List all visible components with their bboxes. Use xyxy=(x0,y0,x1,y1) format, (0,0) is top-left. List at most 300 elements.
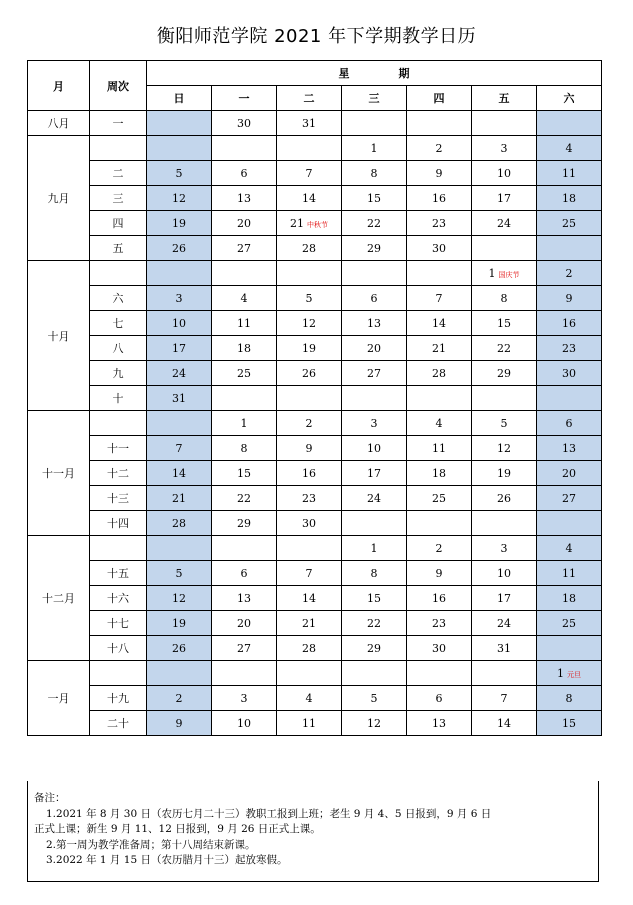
week-number: 四 xyxy=(90,211,147,236)
day-number: 10 xyxy=(367,441,381,455)
day-cell xyxy=(537,361,602,386)
day-number: 28 xyxy=(302,641,316,655)
day-cell xyxy=(277,361,342,386)
day-number: 10 xyxy=(497,166,511,180)
table-row xyxy=(28,711,602,736)
day-cell xyxy=(472,386,537,411)
day-cell xyxy=(147,711,212,736)
day-number: 8 xyxy=(240,441,248,455)
day-number: 25 xyxy=(562,216,577,230)
week-number: 十四 xyxy=(90,511,147,536)
day-cell xyxy=(212,411,277,436)
day-number: 10 xyxy=(172,316,186,330)
day-cell xyxy=(212,186,277,211)
table-row xyxy=(28,386,602,411)
day-cell xyxy=(407,586,472,611)
table-row xyxy=(28,461,602,486)
day-number: 14 xyxy=(302,591,316,605)
day-number: 7 xyxy=(500,691,508,705)
day-number: 23 xyxy=(432,616,446,630)
day-number: 5 xyxy=(175,566,183,580)
day-number: 23 xyxy=(432,216,446,230)
day-cell xyxy=(407,161,472,186)
day-cell xyxy=(212,336,277,361)
day-number: 24 xyxy=(497,616,511,630)
day-number: 5 xyxy=(370,691,378,705)
day-number: 9 xyxy=(305,441,313,455)
day-number: 25 xyxy=(432,491,446,505)
day-number: 22 xyxy=(367,616,381,630)
day-cell xyxy=(342,211,407,236)
day-number: 10 xyxy=(237,716,251,730)
day-cell xyxy=(407,711,472,736)
day-cell xyxy=(472,261,537,286)
day-cell xyxy=(407,211,472,236)
day-number: 21 xyxy=(432,341,446,355)
day-number: 19 xyxy=(302,341,316,355)
day-number: 19 xyxy=(172,216,186,230)
day-cell xyxy=(342,236,407,261)
day-cell xyxy=(537,611,602,636)
table-row xyxy=(28,236,602,261)
day-number: 22 xyxy=(237,491,251,505)
month-label: 九月 xyxy=(28,136,90,261)
day-cell xyxy=(407,361,472,386)
notes-heading: 备注： xyxy=(34,792,66,804)
day-number: 15 xyxy=(497,316,511,330)
day-number: 29 xyxy=(367,641,381,655)
table-row xyxy=(28,361,602,386)
month-label: 一月 xyxy=(28,661,90,736)
day-cell xyxy=(472,211,537,236)
day-number: 17 xyxy=(367,466,381,480)
day-cell xyxy=(147,611,212,636)
day-cell xyxy=(147,386,212,411)
header-day-tue: 二 xyxy=(277,86,342,111)
day-number: 30 xyxy=(237,116,251,130)
day-cell xyxy=(342,261,407,286)
day-number: 9 xyxy=(435,566,443,580)
table-row xyxy=(28,336,602,361)
day-cell xyxy=(472,686,537,711)
day-number: 29 xyxy=(237,516,251,530)
day-cell xyxy=(147,511,212,536)
day-number: 20 xyxy=(367,341,381,355)
day-number: 24 xyxy=(172,366,186,380)
day-number: 23 xyxy=(302,491,316,505)
day-cell xyxy=(537,411,602,436)
day-number: 2 xyxy=(435,141,443,155)
day-number: 30 xyxy=(432,641,446,655)
day-cell xyxy=(537,586,602,611)
day-number: 30 xyxy=(432,241,446,255)
week-number: 五 xyxy=(90,236,147,261)
day-cell xyxy=(407,136,472,161)
day-number: 31 xyxy=(172,391,186,405)
day-cell xyxy=(212,386,277,411)
week-number: 十 xyxy=(90,386,147,411)
day-cell xyxy=(407,511,472,536)
day-cell xyxy=(407,111,472,136)
day-number: 7 xyxy=(305,566,313,580)
day-number: 31 xyxy=(497,641,511,655)
day-cell xyxy=(277,336,342,361)
day-cell xyxy=(472,111,537,136)
day-number: 12 xyxy=(172,191,186,205)
day-number: 27 xyxy=(367,366,381,380)
header-day-sun: 日 xyxy=(147,86,212,111)
day-cell xyxy=(212,661,277,686)
week-number: 三 xyxy=(90,186,147,211)
day-cell xyxy=(277,186,342,211)
day-cell xyxy=(277,711,342,736)
day-cell xyxy=(407,636,472,661)
day-cell xyxy=(537,286,602,311)
day-number: 10 xyxy=(497,566,511,580)
day-number: 30 xyxy=(302,516,316,530)
day-cell xyxy=(472,186,537,211)
header-week: 周次 xyxy=(90,61,147,111)
day-number: 6 xyxy=(565,416,573,430)
day-cell xyxy=(342,161,407,186)
day-cell xyxy=(147,536,212,561)
week-number: 十二 xyxy=(90,461,147,486)
day-cell xyxy=(147,286,212,311)
day-number: 26 xyxy=(172,641,186,655)
day-number: 13 xyxy=(237,591,251,605)
day-cell xyxy=(212,311,277,336)
day-cell xyxy=(472,436,537,461)
day-number: 4 xyxy=(565,541,573,555)
day-number: 3 xyxy=(500,541,508,555)
day-cell xyxy=(277,111,342,136)
festival-label: 国庆节 xyxy=(498,270,520,279)
table-row xyxy=(28,511,602,536)
day-number: 12 xyxy=(302,316,316,330)
day-cell xyxy=(472,411,537,436)
day-cell xyxy=(277,261,342,286)
day-number: 2 xyxy=(175,691,183,705)
day-number: 7 xyxy=(175,441,183,455)
day-cell xyxy=(212,436,277,461)
month-label: 八月 xyxy=(28,111,90,136)
table-row xyxy=(28,261,602,286)
day-number: 16 xyxy=(562,316,577,330)
week-number: 十三 xyxy=(90,486,147,511)
day-cell xyxy=(407,536,472,561)
header-day-fri: 五 xyxy=(472,86,537,111)
month-label: 十月 xyxy=(28,261,90,411)
day-cell xyxy=(277,286,342,311)
day-cell xyxy=(147,111,212,136)
day-number: 3 xyxy=(175,291,183,305)
day-cell xyxy=(277,236,342,261)
day-cell xyxy=(472,161,537,186)
page-title: 衡阳师范学院 2021 年下学期教学日历 xyxy=(156,26,477,47)
day-cell xyxy=(277,311,342,336)
day-cell xyxy=(472,661,537,686)
day-number: 15 xyxy=(367,191,381,205)
day-cell xyxy=(537,211,602,236)
day-cell xyxy=(277,436,342,461)
day-number: 24 xyxy=(497,216,511,230)
day-number: 1 xyxy=(557,666,565,680)
day-cell xyxy=(212,511,277,536)
day-cell xyxy=(537,111,602,136)
day-number: 4 xyxy=(435,416,443,430)
day-cell xyxy=(407,336,472,361)
day-number: 19 xyxy=(172,616,186,630)
day-cell xyxy=(407,311,472,336)
day-number: 2 xyxy=(435,541,443,555)
header-day-mon: 一 xyxy=(212,86,277,111)
day-number: 14 xyxy=(432,316,446,330)
month-label: 十一月 xyxy=(28,411,90,536)
day-number: 28 xyxy=(302,241,316,255)
day-number: 4 xyxy=(240,291,248,305)
day-cell xyxy=(537,461,602,486)
day-number: 22 xyxy=(497,341,511,355)
table-row xyxy=(28,311,602,336)
day-cell xyxy=(472,536,537,561)
table-row xyxy=(28,411,602,436)
day-cell xyxy=(342,536,407,561)
day-cell xyxy=(407,611,472,636)
week-number: 十九 xyxy=(90,686,147,711)
header-xing: 星 xyxy=(338,67,350,80)
day-cell xyxy=(147,586,212,611)
day-number: 11 xyxy=(237,316,251,330)
day-number: 12 xyxy=(172,591,186,605)
day-cell xyxy=(537,636,602,661)
day-number: 6 xyxy=(240,566,248,580)
week-number: 十六 xyxy=(90,586,147,611)
day-cell xyxy=(147,436,212,461)
week-number: 六 xyxy=(90,286,147,311)
day-number: 27 xyxy=(562,491,577,505)
day-cell xyxy=(407,561,472,586)
day-cell xyxy=(407,261,472,286)
day-cell xyxy=(147,361,212,386)
day-number: 22 xyxy=(367,216,381,230)
day-cell xyxy=(537,236,602,261)
day-number: 26 xyxy=(302,366,316,380)
day-number: 15 xyxy=(562,716,577,730)
day-cell xyxy=(212,136,277,161)
day-number: 11 xyxy=(302,716,316,730)
festival-label: 中秋节 xyxy=(307,220,328,229)
day-number: 9 xyxy=(175,716,183,730)
day-cell xyxy=(277,536,342,561)
day-number: 2 xyxy=(565,266,573,280)
day-number: 14 xyxy=(497,716,511,730)
day-number: 25 xyxy=(562,616,577,630)
header-day-sat: 六 xyxy=(537,86,602,111)
day-number: 2 xyxy=(305,416,313,430)
day-cell xyxy=(472,611,537,636)
week-number: 八 xyxy=(90,336,147,361)
day-cell xyxy=(212,586,277,611)
day-cell xyxy=(147,186,212,211)
day-cell xyxy=(147,236,212,261)
header-weekday-group xyxy=(147,61,602,86)
day-cell xyxy=(472,486,537,511)
table-row xyxy=(28,161,602,186)
day-number: 23 xyxy=(562,341,577,355)
day-number: 16 xyxy=(432,191,446,205)
day-cell xyxy=(342,336,407,361)
day-cell xyxy=(407,461,472,486)
day-number: 21 xyxy=(302,616,316,630)
week-number xyxy=(90,661,147,686)
day-cell xyxy=(342,611,407,636)
day-cell xyxy=(277,561,342,586)
day-number: 1 xyxy=(240,416,248,430)
day-cell xyxy=(537,661,602,686)
day-cell xyxy=(537,536,602,561)
day-number: 31 xyxy=(302,116,316,130)
day-cell xyxy=(537,311,602,336)
day-number: 18 xyxy=(237,341,251,355)
table-row xyxy=(28,611,602,636)
day-cell xyxy=(212,536,277,561)
day-number: 19 xyxy=(497,466,511,480)
day-cell xyxy=(147,686,212,711)
header-month: 月 xyxy=(28,61,90,111)
week-number: 一 xyxy=(90,111,147,136)
header-day-thu: 四 xyxy=(407,86,472,111)
day-cell xyxy=(147,411,212,436)
day-number: 29 xyxy=(497,366,511,380)
day-number: 7 xyxy=(435,291,443,305)
day-cell xyxy=(147,311,212,336)
table-row xyxy=(28,486,602,511)
day-number: 5 xyxy=(175,166,183,180)
notes-line-1b: 正式上课；新生 9 月 11、12 日报到，9 月 26 日正式上课。 xyxy=(34,823,321,835)
day-number: 6 xyxy=(240,166,248,180)
day-number: 12 xyxy=(497,441,511,455)
day-cell xyxy=(147,661,212,686)
day-number: 15 xyxy=(367,591,381,605)
day-cell xyxy=(342,561,407,586)
day-cell xyxy=(537,486,602,511)
day-cell xyxy=(472,586,537,611)
day-number: 28 xyxy=(172,516,186,530)
table-row xyxy=(28,111,602,136)
day-cell xyxy=(277,636,342,661)
day-cell xyxy=(537,186,602,211)
day-number: 29 xyxy=(367,241,381,255)
table-row xyxy=(28,211,602,236)
day-cell xyxy=(472,236,537,261)
day-cell xyxy=(342,586,407,611)
day-cell xyxy=(277,136,342,161)
day-cell xyxy=(472,311,537,336)
day-cell xyxy=(472,636,537,661)
day-cell xyxy=(342,486,407,511)
day-number: 3 xyxy=(240,691,248,705)
festival-label: 元旦 xyxy=(567,670,582,679)
week-number: 二十 xyxy=(90,711,147,736)
day-cell xyxy=(212,236,277,261)
table-row xyxy=(28,286,602,311)
day-cell xyxy=(212,711,277,736)
day-number: 30 xyxy=(562,366,577,380)
day-cell xyxy=(277,486,342,511)
day-number: 5 xyxy=(500,416,508,430)
day-cell xyxy=(277,586,342,611)
day-cell xyxy=(212,686,277,711)
day-cell xyxy=(537,686,602,711)
day-number: 13 xyxy=(432,716,446,730)
day-cell xyxy=(537,136,602,161)
day-cell xyxy=(212,111,277,136)
day-cell xyxy=(342,186,407,211)
day-cell xyxy=(277,611,342,636)
table-row xyxy=(28,586,602,611)
day-number: 11 xyxy=(562,166,577,180)
day-cell xyxy=(277,686,342,711)
calendar-body xyxy=(28,111,602,736)
table-row xyxy=(28,436,602,461)
day-cell xyxy=(537,261,602,286)
day-number: 28 xyxy=(432,366,446,380)
day-cell xyxy=(277,211,342,236)
calendar-table xyxy=(27,60,602,736)
day-cell xyxy=(537,711,602,736)
day-cell xyxy=(342,436,407,461)
day-number: 8 xyxy=(370,166,378,180)
day-number: 9 xyxy=(435,166,443,180)
table-row xyxy=(28,561,602,586)
day-cell xyxy=(147,261,212,286)
day-cell xyxy=(212,161,277,186)
day-cell xyxy=(342,686,407,711)
day-cell xyxy=(342,411,407,436)
table-row xyxy=(28,686,602,711)
day-cell xyxy=(342,511,407,536)
day-cell xyxy=(407,286,472,311)
day-number: 18 xyxy=(562,591,577,605)
day-number: 15 xyxy=(237,466,251,480)
notes-line-3: 3.2022 年 1 月 15 日（农历腊月十三）起放寒假。 xyxy=(46,854,288,866)
week-number: 十八 xyxy=(90,636,147,661)
day-number: 8 xyxy=(500,291,508,305)
day-number: 11 xyxy=(562,566,577,580)
day-cell xyxy=(407,486,472,511)
day-cell xyxy=(277,411,342,436)
day-number: 4 xyxy=(305,691,313,705)
day-number: 13 xyxy=(367,316,381,330)
day-cell xyxy=(277,661,342,686)
day-cell xyxy=(212,636,277,661)
day-cell xyxy=(342,111,407,136)
day-cell xyxy=(342,661,407,686)
day-number: 6 xyxy=(370,291,378,305)
day-cell xyxy=(407,686,472,711)
day-cell xyxy=(147,461,212,486)
day-cell xyxy=(472,336,537,361)
day-number: 3 xyxy=(370,416,378,430)
day-number: 17 xyxy=(172,341,186,355)
day-number: 12 xyxy=(367,716,381,730)
day-number: 25 xyxy=(237,366,251,380)
month-label: 十二月 xyxy=(28,536,90,661)
table-row xyxy=(28,536,602,561)
header-qi: 期 xyxy=(398,67,410,80)
day-number: 4 xyxy=(565,141,573,155)
week-number xyxy=(90,411,147,436)
